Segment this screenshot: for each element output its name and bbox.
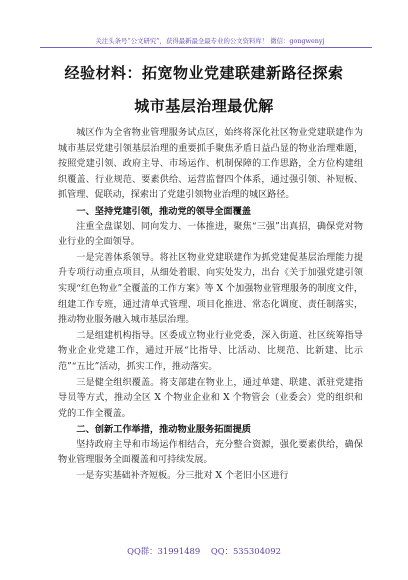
footer-qq-group: QQ群：31991489: [127, 546, 201, 556]
document-subtitle: 城市基层治理最优解: [134, 97, 274, 115]
section-1-item-1: 一是完善体系领导。将社区物业党建联建作为抓党建促基层治理能力提升专项行动重点项目，从细处着眼、向实处发力，出台《关于加强党建引领实现“红色物业”全覆盖的工作方案》等 X 个加强物业管理服务的制度文件，组建工作专班，通过清单式管理、项目化推进、常态化调度、责任制落实，推动物业服务融入城市基层治理。: [58, 252, 363, 326]
intro-paragraph: 城区作为全省物业管理服务试点区，始终将深化社区物业党建联建作为城市基层党建引领基层治理的重要抓手聚焦矛盾日益凸显的物业治理难题，按照党建引领、政府主导、市场运作、机制保障的工作思路，全方位构建组织覆盖、行业规范、要素供给、运营监督四个体系，通过强引领、补短板、抓管理、促联动，探索出了党建引领物业治理的城区路径。: [58, 128, 363, 201]
section-1-heading: 一、坚持党建引领，推动党的领导全面覆盖: [76, 205, 251, 217]
footer-qq: QQ：535304092: [210, 546, 281, 556]
section-2-heading: 二、创新工作举措，推动物业服务拓面提质: [76, 424, 251, 436]
header-notice: 关注头条号“公文研究”，获得最新最全最专业的公文资料库！ 微信：gongwenyj: [95, 37, 325, 45]
section-1-item-2: 二是组建机构指导。区委成立物业行业党委，深入街道、社区统筹指导物业企业党建工作，通过开展“比指导、比活动、比规范、比新建、比示范”“五比”活动，抓实工作，推动落实。: [58, 330, 363, 372]
section-1-intro: 注重全盘谋划、同向发力、一体推进，聚焦“三强”出真招，确保党对物业行业的全面领导。: [58, 221, 363, 248]
document-body: [58, 126, 363, 485]
document-title: 经验材料：拓宽物业党建联建新路径探索: [64, 64, 344, 82]
footer: [0, 545, 408, 557]
section-2-intro: 坚持政府主导和市场运作相结合，充分整合资源，强化要素供给，确保物业管理服务全面覆盖和可持续发展。: [58, 439, 363, 466]
header-divider: [40, 47, 372, 48]
section-1-item-3: 三是健全组织覆盖。将支部建在物业上，通过单建、联建、派驻党建指导员等方式，推动全区 X 个物业企业和 X 个物管会（业委会）党的组织和党的工作全覆盖。: [58, 377, 363, 419]
section-2-item-1: 一是夯实基础补齐短板。分三批对 X 个老旧小区进行: [76, 471, 289, 482]
